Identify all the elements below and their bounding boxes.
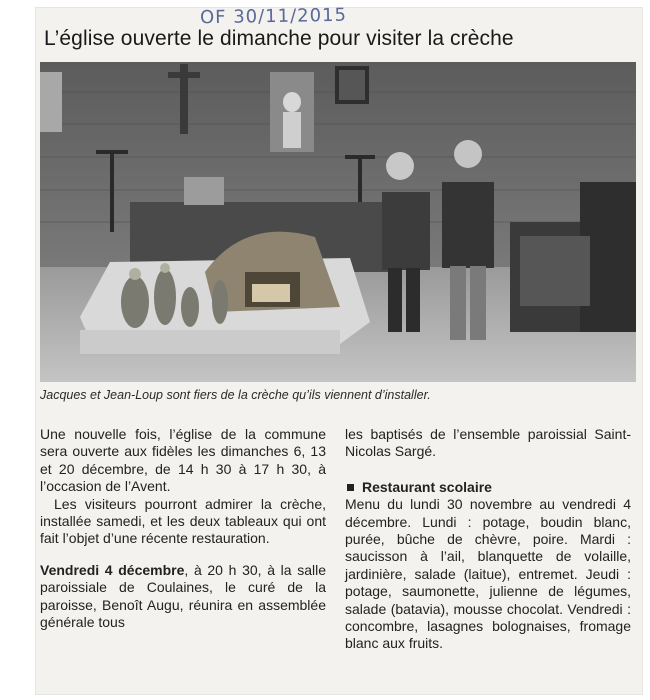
- paragraph-menu: Menu du lundi 30 novembre au vendredi 4 décembre. Lundi : potage, boudin blanc, purée, bûche de chèvre, poire. Mardi : saucisson à l’ail, blanquette de volaille, jardinière, salade (laitue), entremet. Jeudi : potage, saumonette, julienne de légumes, salade (batavia), mousse chocolat. Vendredi : concombre, lasagnes bolognaises, fromage blanc aux fruits.: [345, 496, 631, 652]
- church-creche-photo: [40, 62, 636, 382]
- assembly-date-lead: Vendredi 4 décembre: [40, 561, 185, 578]
- photo-caption: Jacques et Jean-Loup sont fiers de la crèche qu’ils viennent d’installer.: [40, 388, 431, 402]
- rubric-title: Restaurant scolaire: [362, 478, 492, 495]
- article-headline: L’église ouverte le dimanche pour visiter la crèche: [44, 27, 514, 50]
- rubric-restaurant-scolaire: [345, 479, 631, 496]
- article-column-2: [345, 426, 631, 653]
- handwritten-date-stamp: OF 30/11/2015: [199, 4, 348, 29]
- paragraph-opening: Une nouvelle fois, l’église de la commune sera ouverte aux fidèles les dimanches 6, 13 et 20 décembre, de 14 h 30 à 17 h 30, à l’occasion de l’Avent.: [40, 426, 326, 495]
- bullet-square-icon: [347, 484, 354, 491]
- paragraph-assembly: [40, 562, 326, 632]
- assembly-text: , à 20 h 30, à la salle paroissiale de Coulaines, le curé de la paroisse, Benoît Augu, réunira en assemblée générale tous: [40, 561, 326, 631]
- article-photo: [40, 62, 636, 382]
- paragraph-continuation: les baptisés de l’ensemble paroissial Saint-Nicolas Sargé.: [345, 426, 631, 460]
- article-column-1: [40, 426, 326, 631]
- paragraph-visitors: Les visiteurs pourront admirer la crèche, installée samedi, et les deux tableaux qui ont fait l’objet d’une récente restauration.: [40, 495, 326, 547]
- paragraph-gap: [40, 548, 326, 562]
